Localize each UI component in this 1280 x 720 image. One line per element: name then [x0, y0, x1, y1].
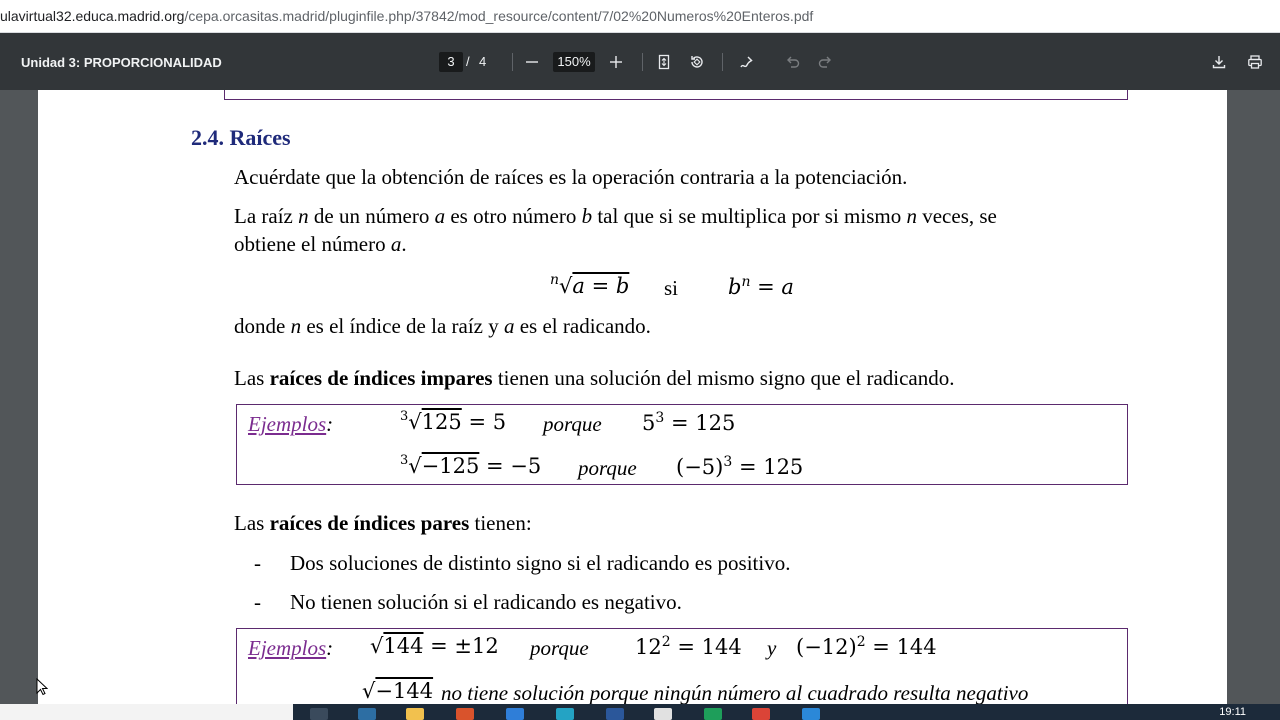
pdf-viewer[interactable]: [0, 90, 1280, 704]
var-a: a: [434, 204, 446, 228]
exponent: 2: [856, 634, 866, 650]
text: donde: [234, 314, 291, 338]
url-path: /cepa.orcasitas.madrid/pluginfile.php/37842/mod_resource/content/7/02%20Numeros%20Enteros.pdf: [184, 8, 814, 24]
pdf-toolbar: [0, 33, 1280, 90]
print-button[interactable]: [1243, 50, 1267, 74]
result: = ±12: [423, 634, 499, 658]
text: de un número: [308, 204, 435, 228]
radicand: 125: [421, 410, 462, 434]
result: = −5: [479, 454, 542, 478]
paragraph-even-roots: [234, 511, 532, 536]
text: tienen:: [469, 511, 532, 535]
mouse-cursor-icon: [36, 678, 48, 696]
bullet-item-positive: Dos soluciones de distinto signo si el radicando es positivo.: [290, 551, 791, 575]
text: Las: [234, 511, 270, 535]
address-bar[interactable]: [0, 0, 1280, 33]
examples-label[interactable]: [248, 636, 333, 661]
taskbar-search[interactable]: [0, 704, 293, 720]
rest: = 125: [664, 411, 736, 435]
annotate-button[interactable]: [735, 50, 759, 74]
print-icon: [1247, 54, 1263, 70]
bullet-dash: -: [254, 551, 261, 575]
example-even-row2: [362, 679, 433, 703]
bold-text: raíces de índices pares: [269, 511, 470, 535]
formula-rest: = a: [750, 275, 794, 299]
url-text[interactable]: [0, 8, 813, 24]
examples-link[interactable]: Ejemplos: [248, 636, 327, 660]
chrome-icon[interactable]: [752, 708, 770, 720]
var-n: n: [906, 204, 917, 228]
examples-label[interactable]: [248, 412, 333, 437]
example-box-previous: [224, 90, 1128, 100]
app-icon[interactable]: [802, 708, 820, 720]
text: obtiene el número: [234, 232, 391, 256]
example-odd-row1-proof: [642, 410, 735, 435]
formula-exp: n: [741, 274, 751, 290]
radicand: −125: [421, 454, 480, 478]
word-icon[interactable]: [606, 708, 624, 720]
example-odd-row1: [400, 410, 506, 434]
file-explorer-icon[interactable]: [406, 708, 424, 720]
porque-label: porque: [578, 456, 637, 480]
text: tal que si se multiplica por si mismo: [592, 204, 907, 228]
pdf-page: [38, 90, 1227, 704]
root-index: 3: [400, 453, 409, 468]
taskbar: [0, 704, 1280, 720]
download-button[interactable]: [1207, 50, 1231, 74]
porque-label: porque: [530, 636, 589, 660]
var-n: n: [290, 314, 302, 338]
example-even-row1: [370, 634, 499, 658]
task-view-icon[interactable]: [310, 708, 328, 720]
url-host: ulavirtual32.educa.madrid.org: [0, 8, 185, 24]
page-total: 4: [479, 54, 487, 69]
edge-icon[interactable]: [556, 708, 574, 720]
text: es otro número: [445, 204, 582, 228]
rotate-button[interactable]: [685, 50, 709, 74]
text: es el índice de la raíz y: [301, 314, 504, 338]
radicand: 144: [383, 634, 424, 658]
fit-page-button[interactable]: [652, 50, 676, 74]
zoom-in-button[interactable]: [604, 50, 628, 74]
base: (−5): [676, 455, 724, 479]
examples-link[interactable]: Ejemplos: [248, 412, 327, 436]
base: 12: [635, 635, 662, 659]
var-n: n: [298, 204, 309, 228]
formula-right: [728, 274, 794, 299]
toolbar-divider: [722, 53, 723, 71]
redo-button[interactable]: [813, 50, 837, 74]
text: Las: [234, 366, 270, 390]
radical-sign: √: [370, 634, 384, 658]
example-even-row1-proof2: [796, 634, 937, 659]
redo-icon: [817, 54, 833, 70]
formula-index: n: [550, 272, 560, 288]
toolbar-divider: [642, 53, 643, 71]
example-odd-row2-proof: [676, 454, 803, 479]
toolbar-divider: [512, 53, 513, 71]
paragraph-intro: Acuérdate que la obtención de raíces es la operación contraria a la potenciación.: [234, 165, 908, 189]
base: (−12): [796, 635, 857, 659]
formula-si: si: [664, 276, 679, 300]
porque-label: porque: [543, 412, 602, 436]
var-a: a: [503, 314, 515, 338]
minus-icon: [524, 54, 540, 70]
rest: = 125: [732, 455, 804, 479]
colon: :: [326, 412, 334, 436]
radical-sign: √: [559, 274, 573, 298]
example-odd-row2: [400, 454, 541, 478]
exponent: 3: [655, 410, 665, 426]
clock[interactable]: 19:11: [1219, 706, 1246, 718]
result: = 5: [461, 410, 507, 434]
root-index: 3: [400, 409, 409, 424]
paragraph-definition-line1: [234, 204, 997, 229]
rest: = 144: [865, 635, 937, 659]
text: .: [401, 232, 407, 256]
bullet-item-negative: No tienen solución si el radicando es negativo.: [290, 590, 682, 614]
fit-page-icon: [656, 54, 672, 70]
y-conjunction: y: [767, 636, 777, 660]
formula-left: a = b: [572, 274, 630, 298]
exponent: 3: [723, 454, 733, 470]
formula-base: b: [728, 275, 742, 299]
page-separator: /: [466, 54, 470, 69]
rotate-icon: [689, 54, 705, 70]
base: 5: [642, 411, 656, 435]
undo-button[interactable]: [781, 50, 805, 74]
radical-sign: √: [408, 454, 422, 478]
radical-sign: √: [362, 679, 376, 703]
radicand: −144: [375, 679, 434, 703]
app-icon[interactable]: [704, 708, 722, 720]
zoom-input[interactable]: 150%: [553, 52, 595, 72]
bold-text: raíces de índices impares: [269, 366, 493, 390]
radical-sign: √: [408, 410, 422, 434]
text: veces, se: [916, 204, 997, 228]
plus-icon: [608, 54, 624, 70]
example-even-row1-proof1: [635, 634, 742, 659]
page-number-input[interactable]: 3: [439, 52, 463, 72]
app-icon[interactable]: [506, 708, 524, 720]
var-a: a: [390, 232, 402, 256]
example-even-row2-text: no tiene solución porque ningún número al cuadrado resulta negativo: [441, 681, 1029, 704]
undo-icon: [785, 54, 801, 70]
pen-icon: [739, 54, 755, 70]
paragraph-definition-line2: [234, 232, 407, 257]
paragraph-radicand: [234, 314, 651, 339]
text: es el radicando.: [514, 314, 651, 338]
paragraph-odd-roots: [234, 366, 955, 391]
app-icon[interactable]: [358, 708, 376, 720]
exponent: 2: [661, 634, 671, 650]
bullet-dash: -: [254, 590, 261, 614]
section-title: 2.4. Raíces: [191, 125, 291, 150]
zoom-out-button[interactable]: [520, 50, 544, 74]
colon: :: [326, 636, 334, 660]
rest: = 144: [670, 635, 742, 659]
document-title: Unidad 3: PROPORCIONALIDAD: [21, 55, 222, 70]
app-icon[interactable]: [654, 708, 672, 720]
var-b: b: [581, 204, 593, 228]
app-icon[interactable]: [456, 708, 474, 720]
download-icon: [1211, 54, 1227, 70]
text: La raíz: [234, 204, 299, 228]
text: tienen una solución del mismo signo que el radicando.: [492, 366, 955, 390]
formula-root-definition: [550, 274, 629, 298]
